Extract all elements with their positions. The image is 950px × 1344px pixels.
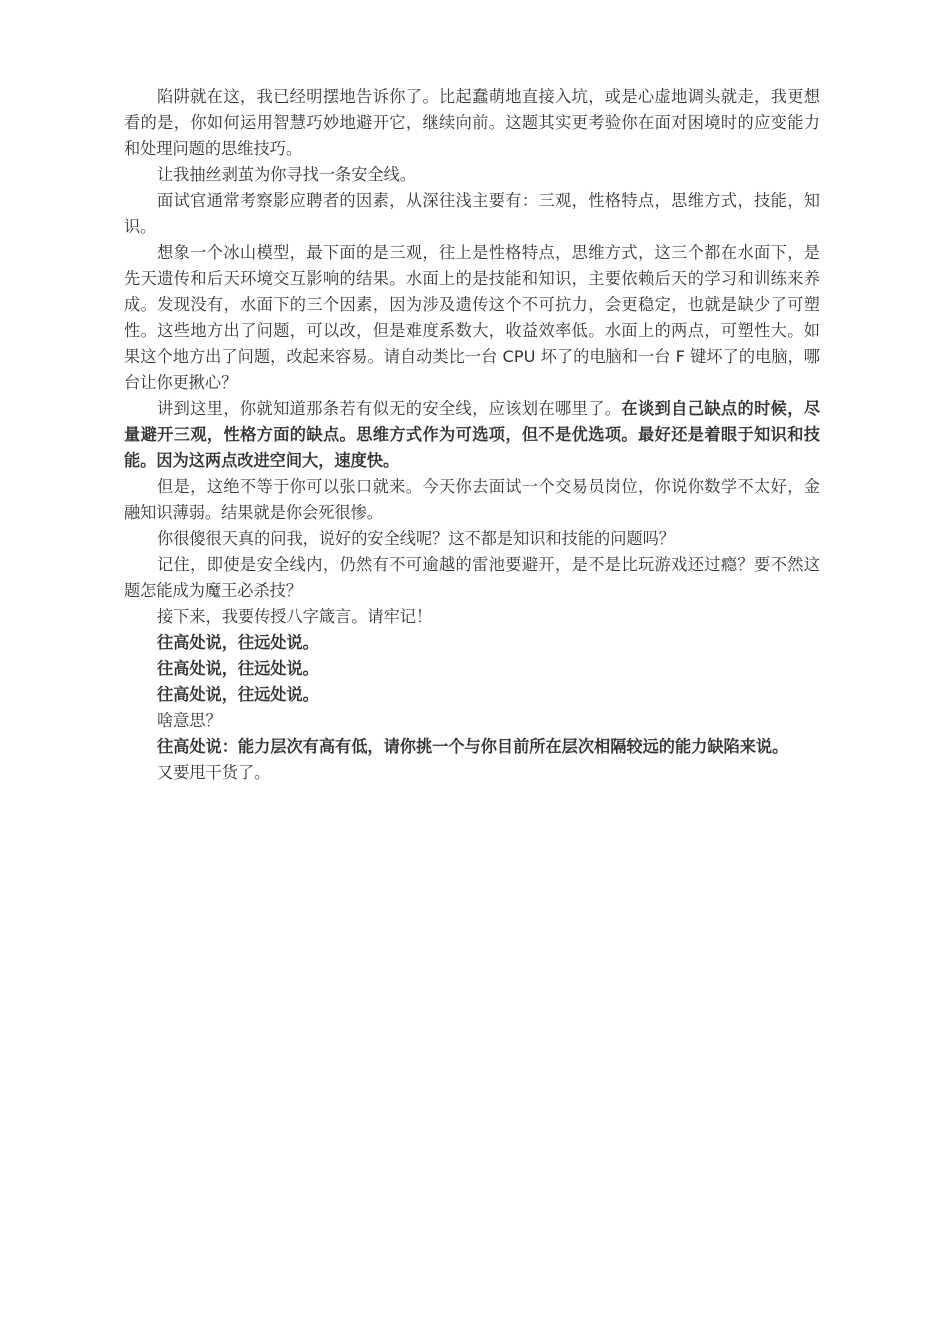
- paragraph-text: 想象一个冰山模型，最下面的是三观，往上是性格特点，思维方式，这三个都在水面下，是先天遗传和后天环境交互影响的结果。水面上的是技能和知识，主要依赖后天的学习和训练来养成。发现没有，水面下的三个因素，因为涉及遗传这个不可抗力，会更稳定，也就是缺少了可塑性。这些地方出了问题，可以改，但是难度系数大，收益效率低。水面上的两点，可塑性大。如果这个地方出了问题，改起来容易。请自动类比一台 CPU 坏了的电脑和一台 F 键坏了的电脑，哪台让你更揪心？: [124, 243, 820, 392]
- document-body: [124, 84, 820, 786]
- paragraph-bold-text: 在谈到自己缺点的时候，尽量避开三观，性格方面的缺点。思维方式作为可选项，但不是优选项。最好还是着眼于知识和技能。因为这两点改进空间大，速度快。: [124, 399, 821, 470]
- paragraph-bold-text: 往高处说：能力层次有高有低，请你挑一个与你目前所在层次相隔较远的能力缺陷来说。: [157, 737, 789, 756]
- paragraph: [124, 162, 820, 188]
- paragraph-text: 又要甩干货了。: [157, 763, 271, 782]
- paragraph-text: 陷阱就在这，我已经明摆地告诉你了。比起蠢萌地直接入坑，或是心虚地调头就走，我更想看的是，你如何运用智慧巧妙地避开它，继续向前。这题其实更考验你在面对困境时的应变能力和处理问题的思维技巧。: [124, 87, 820, 158]
- paragraph-bold-text: 往高处说，往远处说。: [157, 659, 319, 678]
- paragraph: [124, 708, 820, 734]
- paragraph: [124, 188, 820, 240]
- paragraph-text: 啥意思？: [157, 711, 222, 730]
- paragraph: [124, 604, 820, 630]
- paragraph-bold-text: 往高处说，往远处说。: [157, 633, 319, 652]
- paragraph: [124, 760, 820, 786]
- paragraph: [124, 240, 820, 396]
- paragraph: [124, 734, 820, 760]
- paragraph-text: 面试官通常考察影应聘者的因素，从深往浅主要有：三观，性格特点，思维方式，技能，知识。: [124, 191, 820, 236]
- paragraph: [124, 552, 820, 604]
- paragraph: [124, 474, 820, 526]
- paragraph-text: 但是，这绝不等于你可以张口就来。今天你去面试一个交易员岗位，你说你数学不太好，金融知识薄弱。结果就是你会死很惨。: [124, 477, 820, 522]
- paragraph-text: 让我抽丝剥茧为你寻找一条安全线。: [157, 165, 416, 184]
- paragraph-bold-text: 往高处说，往远处说。: [157, 685, 319, 704]
- paragraph: [124, 526, 820, 552]
- paragraph-text: 你很傻很天真的问我，说好的安全线呢？这不都是知识和技能的问题吗？: [157, 529, 675, 548]
- paragraph: [124, 656, 820, 682]
- paragraph-text: 讲到这里，你就知道那条若有似无的安全线，应该划在哪里了。: [157, 399, 622, 418]
- paragraph-text: 记住，即使是安全线内，仍然有不可逾越的雷池要避开，是不是比玩游戏还过瘾？要不然这题怎能成为魔王必杀技？: [124, 555, 820, 600]
- paragraph: [124, 396, 820, 474]
- paragraph: [124, 630, 820, 656]
- paragraph: [124, 84, 820, 162]
- paragraph-text: 接下来，我要传授八字箴言。请牢记！: [157, 607, 433, 626]
- paragraph: [124, 682, 820, 708]
